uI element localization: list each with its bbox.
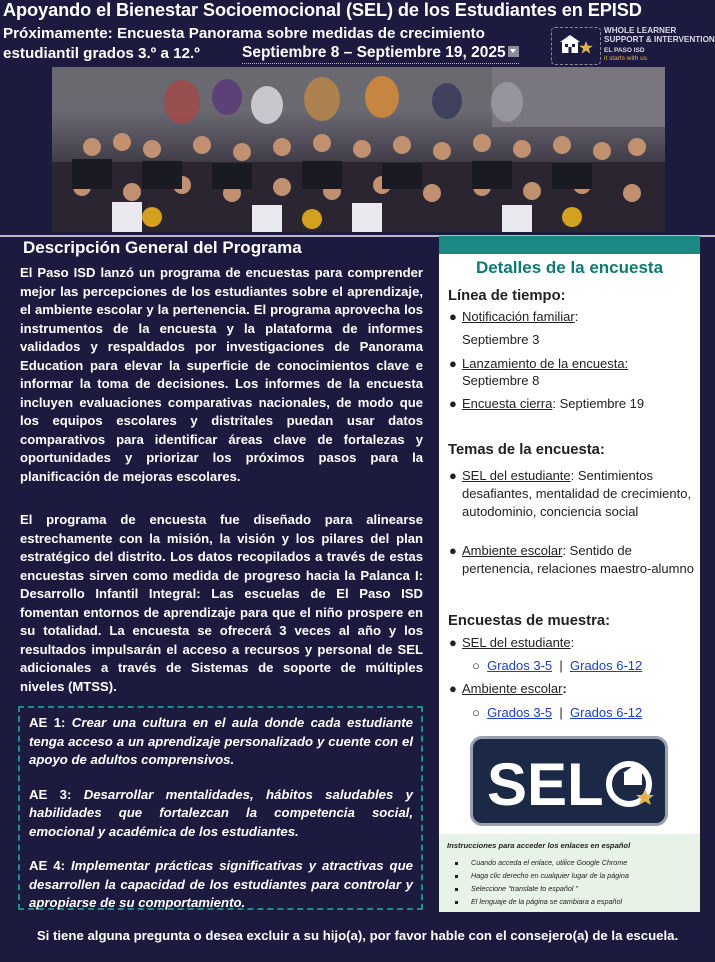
school-star-icon xyxy=(558,33,594,59)
sel-logo-graphic xyxy=(473,739,665,823)
instruction-item: Seleccione "translate to español " xyxy=(455,884,578,893)
sample-links-row: ○ Grados 3-5 | Grados 6-12 xyxy=(472,658,643,673)
overview-heading: Descripción General del Programa xyxy=(23,238,302,257)
overview-paragraph-2: El programa de encuesta fue diseñado para alinearse estrechamente con la misión, la visión y los pilares del plan estratégico del distrito. Los datos recopilados a través de estas encuestas sirven como medida de progreso hacia la Palanca I: Desarrollo Infantil Integral: Las escuelas de El Paso ISD fomentan entornos de aprendizaje para que el niño prospere en su totalidad. La encuesta se ofrecerá 3 veces al año y los resultados impulsarán el acceso a recursos y personal de SEL adicionales a través de Sistemas de soporte de múltiples niveles (MTSS). xyxy=(20,512,423,694)
whole-learner-text: WHOLE LEARNER SUPPORT & INTERVENTION xyxy=(604,26,715,44)
students-group-photo xyxy=(52,67,665,232)
sel-logo-text: SEL xyxy=(487,751,604,818)
bullet-icon: ● xyxy=(449,635,457,650)
sample-links-row: ○ Grados 3-5 | Grados 6-12 xyxy=(472,705,643,720)
strategic-goals-box xyxy=(18,706,423,910)
circle-bullet-icon: ○ xyxy=(472,705,480,720)
bullet-icon: ● xyxy=(449,681,457,696)
bullet-icon: ● xyxy=(449,396,457,411)
goal-item: AE 3: Desarrollar mentalidades, hábitos saludables y habilidades que fortalezcan la competencia social, emocional y académica de los estudiantes. xyxy=(29,786,413,839)
timeline-heading: Línea de tiempo: xyxy=(448,288,566,304)
sample-link-grades-3-5[interactable]: Grados 3-5 xyxy=(487,658,553,673)
instructions-heading: Instrucciones para acceder los enlaces en español xyxy=(447,841,631,850)
bullet-icon: ● xyxy=(449,543,457,558)
overview-paragraph-1: El Paso ISD lanzó un programa de encuestas para comprender mejor las percepciones de los estudiantes sobre el aprendizaje, el ambiente escolar y la pertenencia. El programa aprovecha los instrumentos de la encuesta y la plataforma de informes validados y respaldados por investigaciones de Panorama Education para elevar la superficie de conocimientos clave e informar la toma de decisiones. Los informes de la encuesta incluyen evaluaciones comparativas nacionales, de modo que los equipos escolares y distritales puedan usar datos comparativos para identificar áreas clave de fortalezas y oportunidades y priorizar los próximos pasos para la planificación de mejoras escolares. xyxy=(20,265,423,484)
sample-link-grades-6-12[interactable]: Grados 6-12 xyxy=(570,705,643,720)
district-logo-text: EL PASO ISD it starts with us xyxy=(604,47,647,62)
bullet-icon: ● xyxy=(449,468,457,483)
circle-bullet-icon: ○ xyxy=(472,658,480,673)
instruction-item: El lenguaje de la página se cambiara a español xyxy=(455,897,622,906)
dropdown-icon[interactable] xyxy=(508,46,519,57)
samples-heading: Encuestas de muestra: xyxy=(448,613,611,629)
teal-accent-bar xyxy=(439,236,700,254)
footer-contact-note: Si tiene alguna pregunta o desea excluir a su hijo(a), por favor hable con el consejero(a) de la escuela. xyxy=(36,928,679,943)
instruction-item: Haga clic derecho en cualquier lugar de la página xyxy=(455,871,629,880)
subtitle-grades: estudiantil grados 3.º a 12.º xyxy=(3,45,200,62)
sample-link-grades-3-5[interactable]: Grados 3-5 xyxy=(487,705,553,720)
whole-learner-logo xyxy=(551,27,601,65)
survey-details-heading: Detalles de la encuesta xyxy=(475,258,664,277)
date-range-text: Septiembre 8 – Septiembre 19, 2025 xyxy=(242,44,506,61)
sample-link-grades-6-12[interactable]: Grados 6-12 xyxy=(570,658,643,673)
bullet-icon: ● xyxy=(449,309,457,324)
goal-item: AE 4: Implementar prácticas significativas y atractivas que desarrollen la capacidad de los estudiantes para controlar y apropiarse de su comportamiento. xyxy=(29,858,413,910)
date-range[interactable] xyxy=(242,44,519,64)
page-title: Apoyando el Bienestar Socioemocional (SEL) de los Estudiantes en EPISD xyxy=(3,0,642,20)
survey-details-panel: Detalles de la encuesta Línea de tiempo: ● Notificación familiar: Septiembre 3 ● Lanzamiento de la encuesta: Septiembre 8 ● Encuesta cierra: Septiembre 19 Temas de la encuesta: ● SEL del estudiante: Sentimientos desafiantes, mentalidad de crecimiento, autodominio, conciencia social ● Ambiente escolar: Sentido de pertenencia, relaciones maestro-alumno Encuestas de muestra: ● SEL del estudiante: ○ Grados 3-5 | Grados 6-12 ● Ambiente escolar: ○ Grados 3-5 | Grados 6-12 SEL Instrucciones para acceder los enlaces en español Cuando acceda el enlace, utilice Google Chrome Haga clic derecho en cualquier lugar de la página Seleccione "translate to español " El lenguaje de la página se cambiara a español xyxy=(439,236,700,912)
header xyxy=(0,0,715,235)
topics-heading: Temas de la encuesta: xyxy=(448,442,605,458)
spanish-instructions xyxy=(439,834,700,912)
goal-item: AE 1: Crear una cultura en el aula donde cada estudiante tenga acceso a un aprendizaje personalizado y cuente con el apoyo de adultos comprensivos. xyxy=(29,715,413,767)
instruction-item: Cuando acceda el enlace, utilice Google Chrome xyxy=(455,858,627,867)
bullet-icon: ● xyxy=(449,356,457,371)
subtitle: Próximamente: Encuesta Panorama sobre medidas de crecimiento xyxy=(3,25,485,42)
sel-logo xyxy=(470,736,668,826)
